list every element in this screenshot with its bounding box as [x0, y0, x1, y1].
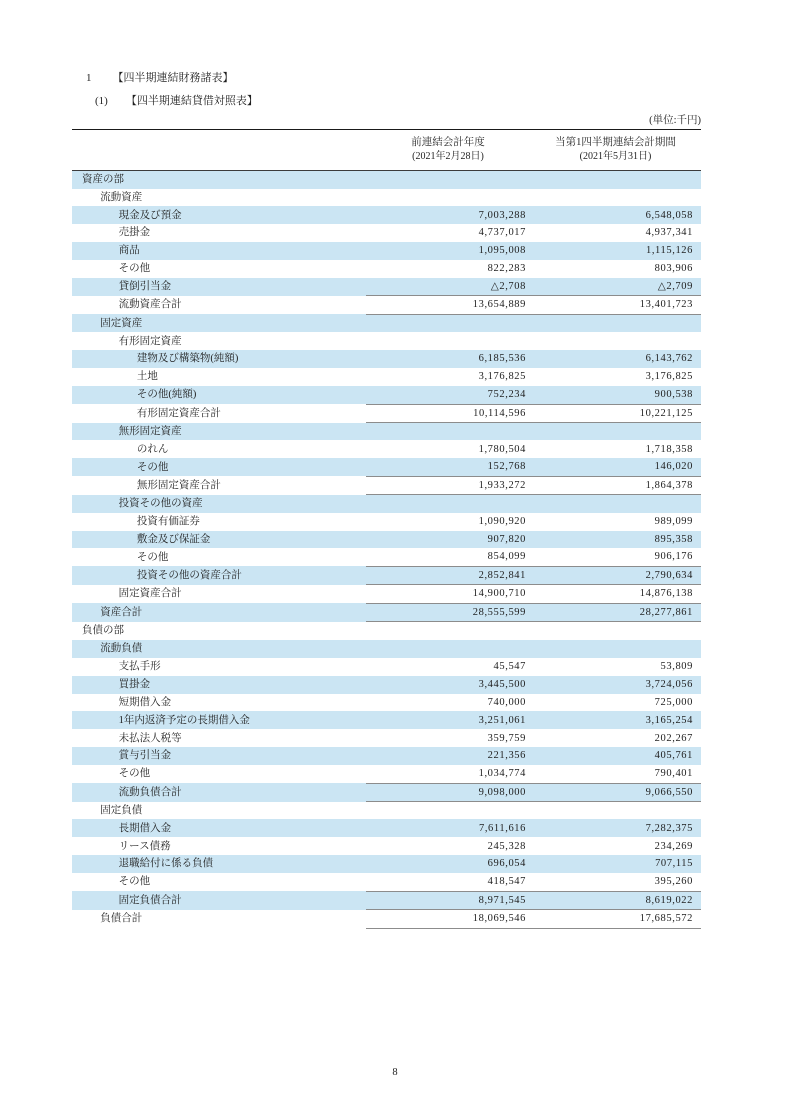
row-amount-prior: 2,852,841 [366, 566, 530, 585]
table-row [72, 765, 701, 783]
row-label: 買掛金 [72, 676, 366, 694]
row-amount-prior: 221,356 [366, 747, 530, 765]
row-label: 1年内返済予定の長期借入金 [72, 711, 366, 729]
row-amount-prior [366, 640, 530, 658]
row-label: 固定資産 [72, 314, 366, 332]
table-row [72, 603, 701, 622]
row-label: 無形固定資産 [72, 423, 366, 441]
table-row [72, 278, 701, 296]
table-row [72, 495, 701, 513]
row-amount-prior: 696,054 [366, 855, 530, 873]
table-row [72, 260, 701, 278]
balance-sheet-table [72, 129, 701, 929]
table-row [72, 224, 701, 242]
row-amount-prior [366, 332, 530, 350]
row-amount-current: 707,115 [530, 855, 701, 873]
row-label: 現金及び預金 [72, 206, 366, 224]
current-period-title: 当第1四半期連結会計期間 [555, 137, 676, 148]
row-label: 未払法人税等 [118, 732, 182, 744]
row-amount-current: 14,876,138 [530, 585, 701, 604]
row-amount-prior: 3,251,061 [366, 711, 530, 729]
row-label: その他 [118, 876, 151, 888]
table-row [72, 189, 701, 207]
table-row [72, 711, 701, 729]
row-amount-prior: 152,768 [366, 458, 530, 476]
row-amount-current: 895,358 [530, 531, 701, 549]
table-row [72, 873, 701, 891]
row-label: 長期借入金 [72, 819, 366, 837]
section-number: 1 [86, 72, 92, 84]
row-label: 資産の部 [72, 171, 366, 189]
row-label: 投資その他の資産合計 [72, 566, 366, 585]
row-label: 売掛金 [118, 227, 151, 239]
row-amount-current: 2,790,634 [530, 566, 701, 585]
row-amount-prior: 1,933,272 [366, 476, 530, 495]
page-number: 8 [392, 1067, 398, 1078]
row-label: 敷金及び保証金 [72, 531, 366, 549]
row-amount-prior: 7,611,616 [366, 819, 530, 837]
row-amount-current: 202,267 [654, 732, 693, 744]
row-label: その他 [118, 768, 151, 780]
row-amount-current: 10,221,125 [530, 404, 701, 423]
table-row [72, 747, 701, 765]
row-amount-prior: 6,185,536 [366, 350, 530, 368]
section-title [86, 69, 234, 85]
row-amount-current: 1,718,358 [645, 443, 693, 455]
table-row [72, 585, 701, 604]
table-row [72, 640, 701, 658]
row-amount-prior: △2,708 [366, 278, 530, 296]
row-label: 賞与引当金 [72, 747, 366, 765]
row-amount-prior: 359,759 [487, 732, 526, 744]
row-amount-prior: 418,547 [487, 876, 526, 888]
row-label: 建物及び構築物(純額) [72, 350, 366, 368]
subsection-title-label: 【四半期連結貸借対照表】 [125, 95, 258, 107]
row-label: 商品 [72, 242, 366, 260]
row-amount-prior [366, 423, 530, 441]
row-label: その他(純額) [72, 386, 366, 404]
header-empty-cell [72, 130, 366, 171]
row-amount-current [530, 314, 701, 332]
table-row [72, 404, 701, 423]
row-amount-prior: 3,176,825 [478, 371, 526, 383]
row-label: 支払手形 [118, 660, 161, 672]
row-amount-current: 725,000 [654, 696, 693, 708]
table-row [72, 171, 701, 189]
row-label: 負債合計 [100, 913, 143, 925]
row-label: 資産合計 [72, 603, 366, 622]
row-label: リース債務 [118, 840, 171, 852]
row-label: 固定資産合計 [118, 588, 182, 600]
balance-sheet-body [72, 171, 701, 929]
row-label: 流動資産 [100, 191, 143, 203]
row-amount-prior: 3,445,500 [366, 676, 530, 694]
table-row [72, 694, 701, 712]
table-row [72, 891, 701, 910]
row-amount-prior: 28,555,599 [366, 603, 530, 622]
table-row [72, 368, 701, 386]
row-label: 有形固定資産合計 [136, 407, 221, 419]
table-row [72, 819, 701, 837]
row-label: 固定負債合計 [72, 891, 366, 910]
row-amount-prior: 13,654,889 [366, 296, 530, 315]
row-label: 短期借入金 [118, 696, 172, 708]
row-amount-prior: 18,069,546 [366, 910, 530, 929]
row-amount-current: 3,176,825 [645, 371, 693, 383]
row-amount-current: 6,143,762 [530, 350, 701, 368]
header-current-period [530, 130, 701, 171]
row-amount-current: 7,282,375 [530, 819, 701, 837]
row-label: 土地 [136, 371, 158, 383]
table-row [72, 440, 701, 458]
table-row [72, 855, 701, 873]
row-amount-current: 9,066,550 [530, 783, 701, 802]
row-amount-prior: 1,780,504 [478, 443, 526, 455]
row-amount-prior: 1,034,774 [478, 768, 526, 780]
table-row [72, 729, 701, 747]
row-amount-current: 4,937,341 [645, 227, 693, 239]
row-amount-current: 989,099 [654, 515, 693, 527]
row-label: 退職給付に係る負債 [72, 855, 366, 873]
table-row [72, 910, 701, 929]
row-amount-current [530, 802, 701, 820]
row-amount-current [530, 640, 701, 658]
subsection-number: (1) [95, 95, 108, 107]
subsection-title [95, 92, 258, 108]
row-amount-current: 900,538 [530, 386, 701, 404]
prior-period-date: (2021年2月28日) [412, 151, 484, 162]
row-label: その他 [118, 263, 151, 275]
row-amount-prior [366, 622, 530, 640]
row-amount-current: 13,401,723 [530, 296, 701, 315]
table-row [72, 296, 701, 315]
row-amount-current [530, 495, 701, 513]
table-row [72, 622, 701, 640]
row-amount-prior: 854,099 [487, 551, 526, 563]
row-amount-current [530, 189, 701, 207]
row-amount-prior: 822,283 [487, 263, 526, 275]
table-row [72, 206, 701, 224]
row-label: 無形固定資産合計 [136, 479, 221, 491]
table-row [72, 332, 701, 350]
row-amount-current: △2,709 [530, 278, 701, 296]
row-label: 流動資産合計 [118, 299, 182, 311]
row-label: 流動負債合計 [72, 783, 366, 802]
table-row [72, 837, 701, 855]
row-amount-current: 1,115,126 [530, 242, 701, 260]
row-amount-prior [366, 314, 530, 332]
row-amount-prior: 4,737,017 [478, 227, 526, 239]
row-label: 負債の部 [82, 625, 124, 637]
row-amount-prior: 740,000 [487, 696, 526, 708]
row-amount-prior: 8,971,545 [366, 891, 530, 910]
row-amount-prior [366, 802, 530, 820]
row-amount-prior: 245,328 [487, 840, 526, 852]
row-amount-current: 8,619,022 [530, 891, 701, 910]
row-label: 投資有価証券 [136, 515, 200, 527]
row-label: その他 [136, 551, 169, 563]
row-amount-current: 234,269 [654, 840, 693, 852]
row-amount-current: 28,277,861 [530, 603, 701, 622]
row-amount-prior: 7,003,288 [366, 206, 530, 224]
table-row [72, 658, 701, 676]
row-amount-current: 17,685,572 [530, 910, 701, 929]
table-row [72, 314, 701, 332]
table-row [72, 566, 701, 585]
row-amount-current: 53,809 [660, 660, 693, 672]
table-row [72, 386, 701, 404]
table-row [72, 531, 701, 549]
row-label: 投資その他の資産 [72, 495, 366, 513]
row-label: 流動負債 [72, 640, 366, 658]
table-row [72, 458, 701, 476]
row-amount-current: 790,401 [654, 768, 693, 780]
table-row [72, 423, 701, 441]
row-amount-current: 803,906 [654, 263, 693, 275]
header-row [72, 130, 701, 171]
row-label: 有形固定資産 [118, 335, 182, 347]
table-row [72, 676, 701, 694]
row-amount-prior: 9,098,000 [366, 783, 530, 802]
row-amount-current [530, 622, 701, 640]
row-label: 固定負債 [100, 804, 143, 816]
unit-note: (単位:千円) [649, 115, 701, 126]
row-amount-prior [366, 171, 530, 189]
row-amount-current [530, 423, 701, 441]
row-amount-current: 405,761 [530, 747, 701, 765]
row-label: その他 [72, 458, 366, 476]
current-period-date: (2021年5月31日) [579, 151, 652, 162]
table-row [72, 548, 701, 566]
row-label: 貸倒引当金 [72, 278, 366, 296]
row-amount-current [530, 332, 701, 350]
row-amount-prior: 10,114,596 [366, 404, 530, 423]
header-prior-period [366, 130, 530, 171]
row-amount-current: 3,724,056 [530, 676, 701, 694]
row-amount-current: 6,548,058 [530, 206, 701, 224]
row-amount-current: 395,260 [654, 876, 693, 888]
row-amount-prior: 907,820 [366, 531, 530, 549]
row-amount-prior: 1,095,008 [366, 242, 530, 260]
row-amount-prior: 1,090,920 [478, 515, 526, 527]
row-amount-current [530, 171, 701, 189]
row-amount-prior: 752,234 [366, 386, 530, 404]
table-row [72, 802, 701, 820]
table-row [72, 783, 701, 802]
row-amount-prior [366, 189, 530, 207]
row-amount-prior: 45,547 [493, 660, 526, 672]
section-title-label: 【四半期連結財務諸表】 [112, 72, 234, 84]
row-amount-current: 906,176 [654, 551, 693, 563]
table-row [72, 242, 701, 260]
row-amount-current: 146,020 [530, 458, 701, 476]
row-amount-current: 3,165,254 [530, 711, 701, 729]
row-amount-prior [366, 495, 530, 513]
row-label: のれん [136, 443, 169, 455]
row-amount-current: 1,864,378 [530, 476, 701, 495]
row-amount-prior: 14,900,710 [366, 585, 530, 604]
table-row [72, 513, 701, 531]
table-row [72, 476, 701, 495]
table-row [72, 350, 701, 368]
prior-period-title: 前連結会計年度 [411, 137, 485, 148]
